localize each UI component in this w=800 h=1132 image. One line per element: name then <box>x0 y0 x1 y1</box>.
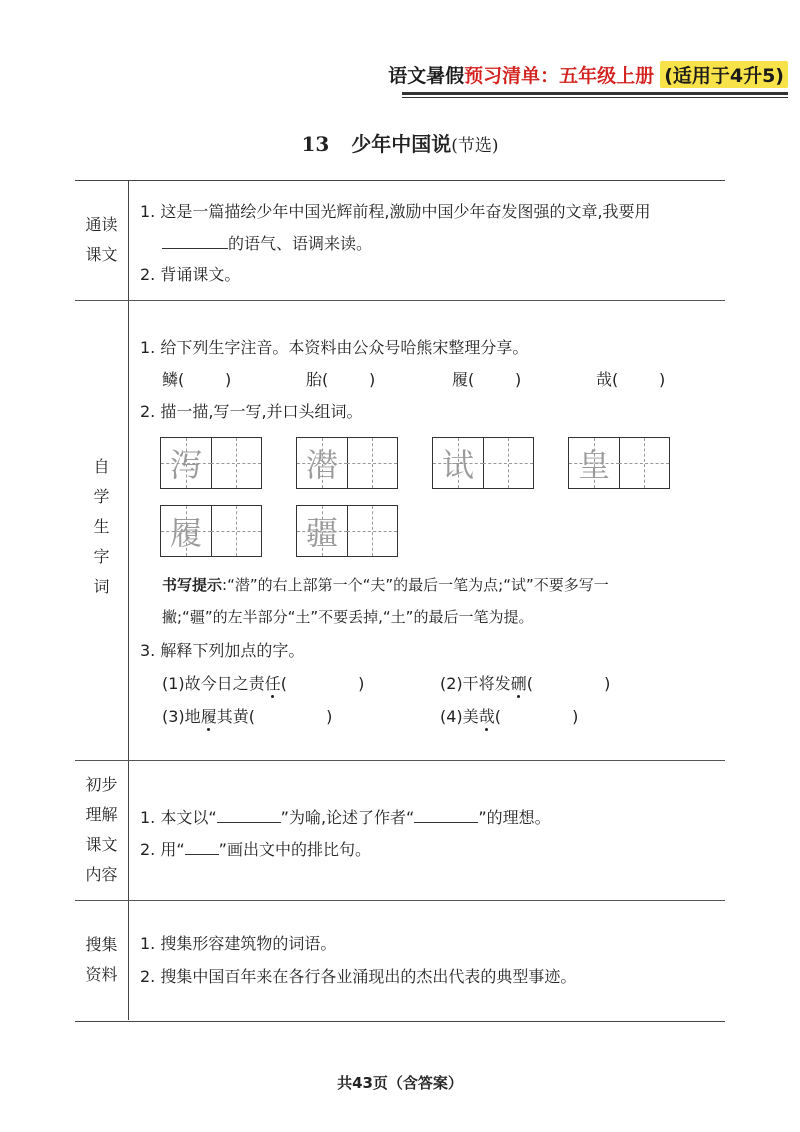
header-series: 语文暑假 <box>388 64 465 87</box>
pinyin-item: 哉( ) <box>596 370 666 389</box>
lesson-name: 少年中国说 <box>351 132 452 156</box>
section-label-collect: 搜集 资料 <box>85 935 118 984</box>
dotted-char: 任 <box>264 674 281 693</box>
explain-blank[interactable]: ( ) <box>248 707 333 726</box>
explain-blank[interactable]: ( ) <box>526 674 611 693</box>
pinyin-blank[interactable]: ( ) <box>322 370 376 389</box>
collect-item-1: 1. 搜集形容建筑物的词语。 <box>140 934 337 953</box>
row-divider <box>75 300 725 301</box>
lesson-number: 13 <box>301 132 330 156</box>
answer-blank[interactable] <box>217 806 281 823</box>
study-item-3: 3. 解释下列加点的字。 <box>140 641 305 660</box>
pinyin-item: 胎( ) <box>306 370 376 389</box>
pinyin-item: 鳞( ) <box>162 370 232 389</box>
tracing-grid[interactable] <box>160 437 262 489</box>
tip-label: 书写提示 <box>162 576 223 594</box>
answer-blank[interactable] <box>162 232 228 249</box>
read-item-1: 1. 这是一篇描绘少年中国光辉前程,激励中国少年奋发图强的文章,我要用 <box>140 202 651 221</box>
dotted-char: 履 <box>200 707 217 726</box>
writing-tip-line-1: 书写提示:“潜”的右上部第一个“夫”的最后一笔为点;“试”不要多写一 <box>162 576 609 594</box>
read-item-2: 2. 背诵课文。 <box>140 265 241 284</box>
collect-item-2: 2. 搜集中国百年来在各行各业涌现出的杰出代表的典型事迹。 <box>140 967 577 986</box>
section-label-understand: 初步 理解 课文 内容 <box>85 775 118 884</box>
tracing-grid[interactable] <box>296 505 398 557</box>
pinyin-blank[interactable]: ( ) <box>178 370 232 389</box>
page-footer: 共43页（含答案） <box>337 1074 463 1092</box>
header-rule-thick <box>402 92 788 95</box>
study-item-2: 2. 描一描,写一写,并口头组词。 <box>140 402 363 421</box>
understand-item-1: 1. 本文以“ ”为喻,论述了作者“ ”的理想。 <box>140 808 551 827</box>
writing-tip-line-2: 撇;“疆”的左半部分“土”不要丢掉,“土”的最后一笔为提。 <box>162 608 534 626</box>
trace-char: 潜 <box>305 446 338 484</box>
table-column-divider <box>128 180 129 1020</box>
answer-blank[interactable] <box>414 806 478 823</box>
lesson-suffix: (节选) <box>451 136 499 156</box>
trace-char: 履 <box>169 514 202 552</box>
trace-char: 疆 <box>305 514 338 552</box>
understand-item-2: 2. 用“ ”画出文中的排比句。 <box>140 840 371 859</box>
explain-item: (4)美哉( ) <box>440 707 579 726</box>
dotted-char: 哉 <box>478 707 495 726</box>
header-rule-thin <box>402 97 788 98</box>
header-note: (适用于4升5) <box>660 61 788 88</box>
explain-item: (3)地履其黄( ) <box>162 707 333 726</box>
section-label-study: 自 学 生 字 词 <box>93 457 110 596</box>
explain-blank[interactable]: ( ) <box>494 707 579 726</box>
lesson-title <box>0 128 800 157</box>
pinyin-blank[interactable]: ( ) <box>612 370 666 389</box>
trace-char: 皇 <box>577 446 610 484</box>
underline-sample <box>185 838 219 855</box>
tracing-grid[interactable] <box>160 505 262 557</box>
explain-item: (2)干将发硎( ) <box>440 674 611 693</box>
row-divider <box>75 900 725 901</box>
tracing-grid[interactable] <box>432 437 534 489</box>
worksheet-table <box>75 180 725 1022</box>
row-divider <box>75 760 725 761</box>
section-label-read: 通读 课文 <box>85 215 118 264</box>
explain-item: (1)故今日之责任( ) <box>162 674 365 693</box>
explain-blank[interactable]: ( ) <box>280 674 365 693</box>
pinyin-blank[interactable]: ( ) <box>468 370 522 389</box>
read-item-1-cont: 的语气、语调来读。 <box>162 232 372 255</box>
page-header <box>340 58 788 90</box>
tracing-grid[interactable] <box>568 437 670 489</box>
trace-char: 泻 <box>169 446 202 484</box>
pinyin-item: 履( ) <box>452 370 522 389</box>
trace-char: 试 <box>441 446 474 484</box>
header-grade: 预习清单：五年级上册 <box>464 64 655 87</box>
tracing-grid[interactable] <box>296 437 398 489</box>
study-item-1: 1. 给下列生字注音。本资料由公众号哈熊宋整理分享。 <box>140 338 529 357</box>
dotted-char: 硎 <box>510 674 527 693</box>
